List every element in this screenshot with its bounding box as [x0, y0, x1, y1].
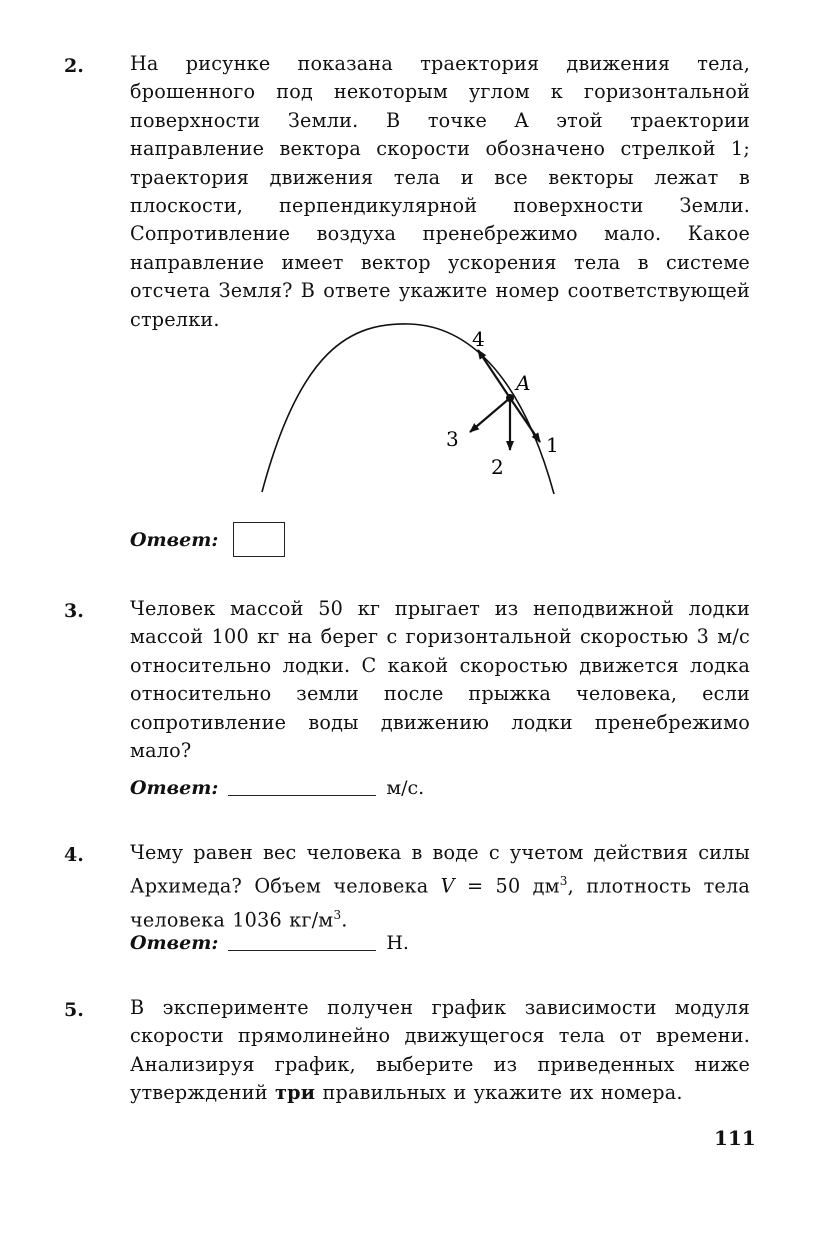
bold-word: три [275, 1081, 316, 1105]
text-part: В эксперименте получен график зависимости модуля скорости прямолинейно движущегося тела от времени. Анализируя график, выберите из приведенных ниже утверждений [130, 996, 750, 1105]
problem-text: Человек массой 50 кг прыгает из неподвижной лодки массой 100 кг на берег с горизонтальной скоростью 3 м/с относительно лодки. С какой скоростью движется лодка относительно земли после прыжка человека, если сопротивление воды движению лодки пренебрежимо мало? [130, 597, 750, 763]
answer-label: Ответ: [130, 777, 219, 799]
answer-2 [130, 526, 218, 554]
text-part: Чему равен вес человека в воде с учетом действия силы Архимеда? Объем человека [130, 841, 750, 898]
answer-label: Ответ: [130, 932, 219, 954]
exponent: 3 [559, 874, 568, 889]
problem-text [130, 839, 750, 935]
arrow-1-label: 1 [546, 433, 559, 457]
arrow-3-label: 3 [446, 427, 459, 451]
problem-text: На рисунке показана траектория движения тела, брошенного под некоторым углом к горизонтальной поверхности Земли. В точке A этой траектории направление вектора скорости обозначено стрелкой 1; траектория движения тела и все векторы лежат в плоскости, перпендикулярной поверхности Земли. Сопротивление воздуха пренебрежимо мало. Какое направление имеет вектор ускорения тела в системе отсчета Земля? В ответе укажите номер соответствующей стрелки. [130, 52, 750, 331]
answer-4 [130, 929, 409, 957]
problem-number: 3. [64, 600, 84, 622]
answer-blank[interactable] [228, 777, 376, 796]
problem-number: 4. [64, 844, 84, 866]
point-a-label: A [516, 371, 531, 395]
problem-number: 2. [64, 55, 84, 77]
arrow-3 [470, 398, 510, 432]
answer-unit: Н. [386, 932, 409, 954]
answer-label: Ответ: [130, 529, 219, 551]
arrow-4 [478, 350, 510, 398]
arrow-4-label: 4 [472, 327, 485, 351]
exponent: 3 [333, 908, 342, 923]
answer-blank[interactable] [228, 932, 376, 951]
trajectory-figure [240, 310, 580, 500]
page-number: 111 [714, 1126, 756, 1150]
text-part: правильных и укажите их номера. [315, 1081, 683, 1105]
text-part: , плотность тела человека 1036 кг/м [130, 874, 750, 932]
text-part: = 50 дм [454, 874, 560, 898]
problem-number: 5. [64, 999, 84, 1021]
answer-box[interactable] [233, 522, 285, 557]
volume-symbol: V [440, 874, 455, 898]
answer-3 [130, 774, 424, 802]
arrow-1 [510, 398, 540, 442]
problem-text [130, 994, 750, 1108]
text-part: . [341, 908, 348, 932]
answer-unit: м/с. [386, 777, 425, 799]
arrow-2-label: 2 [491, 455, 504, 479]
